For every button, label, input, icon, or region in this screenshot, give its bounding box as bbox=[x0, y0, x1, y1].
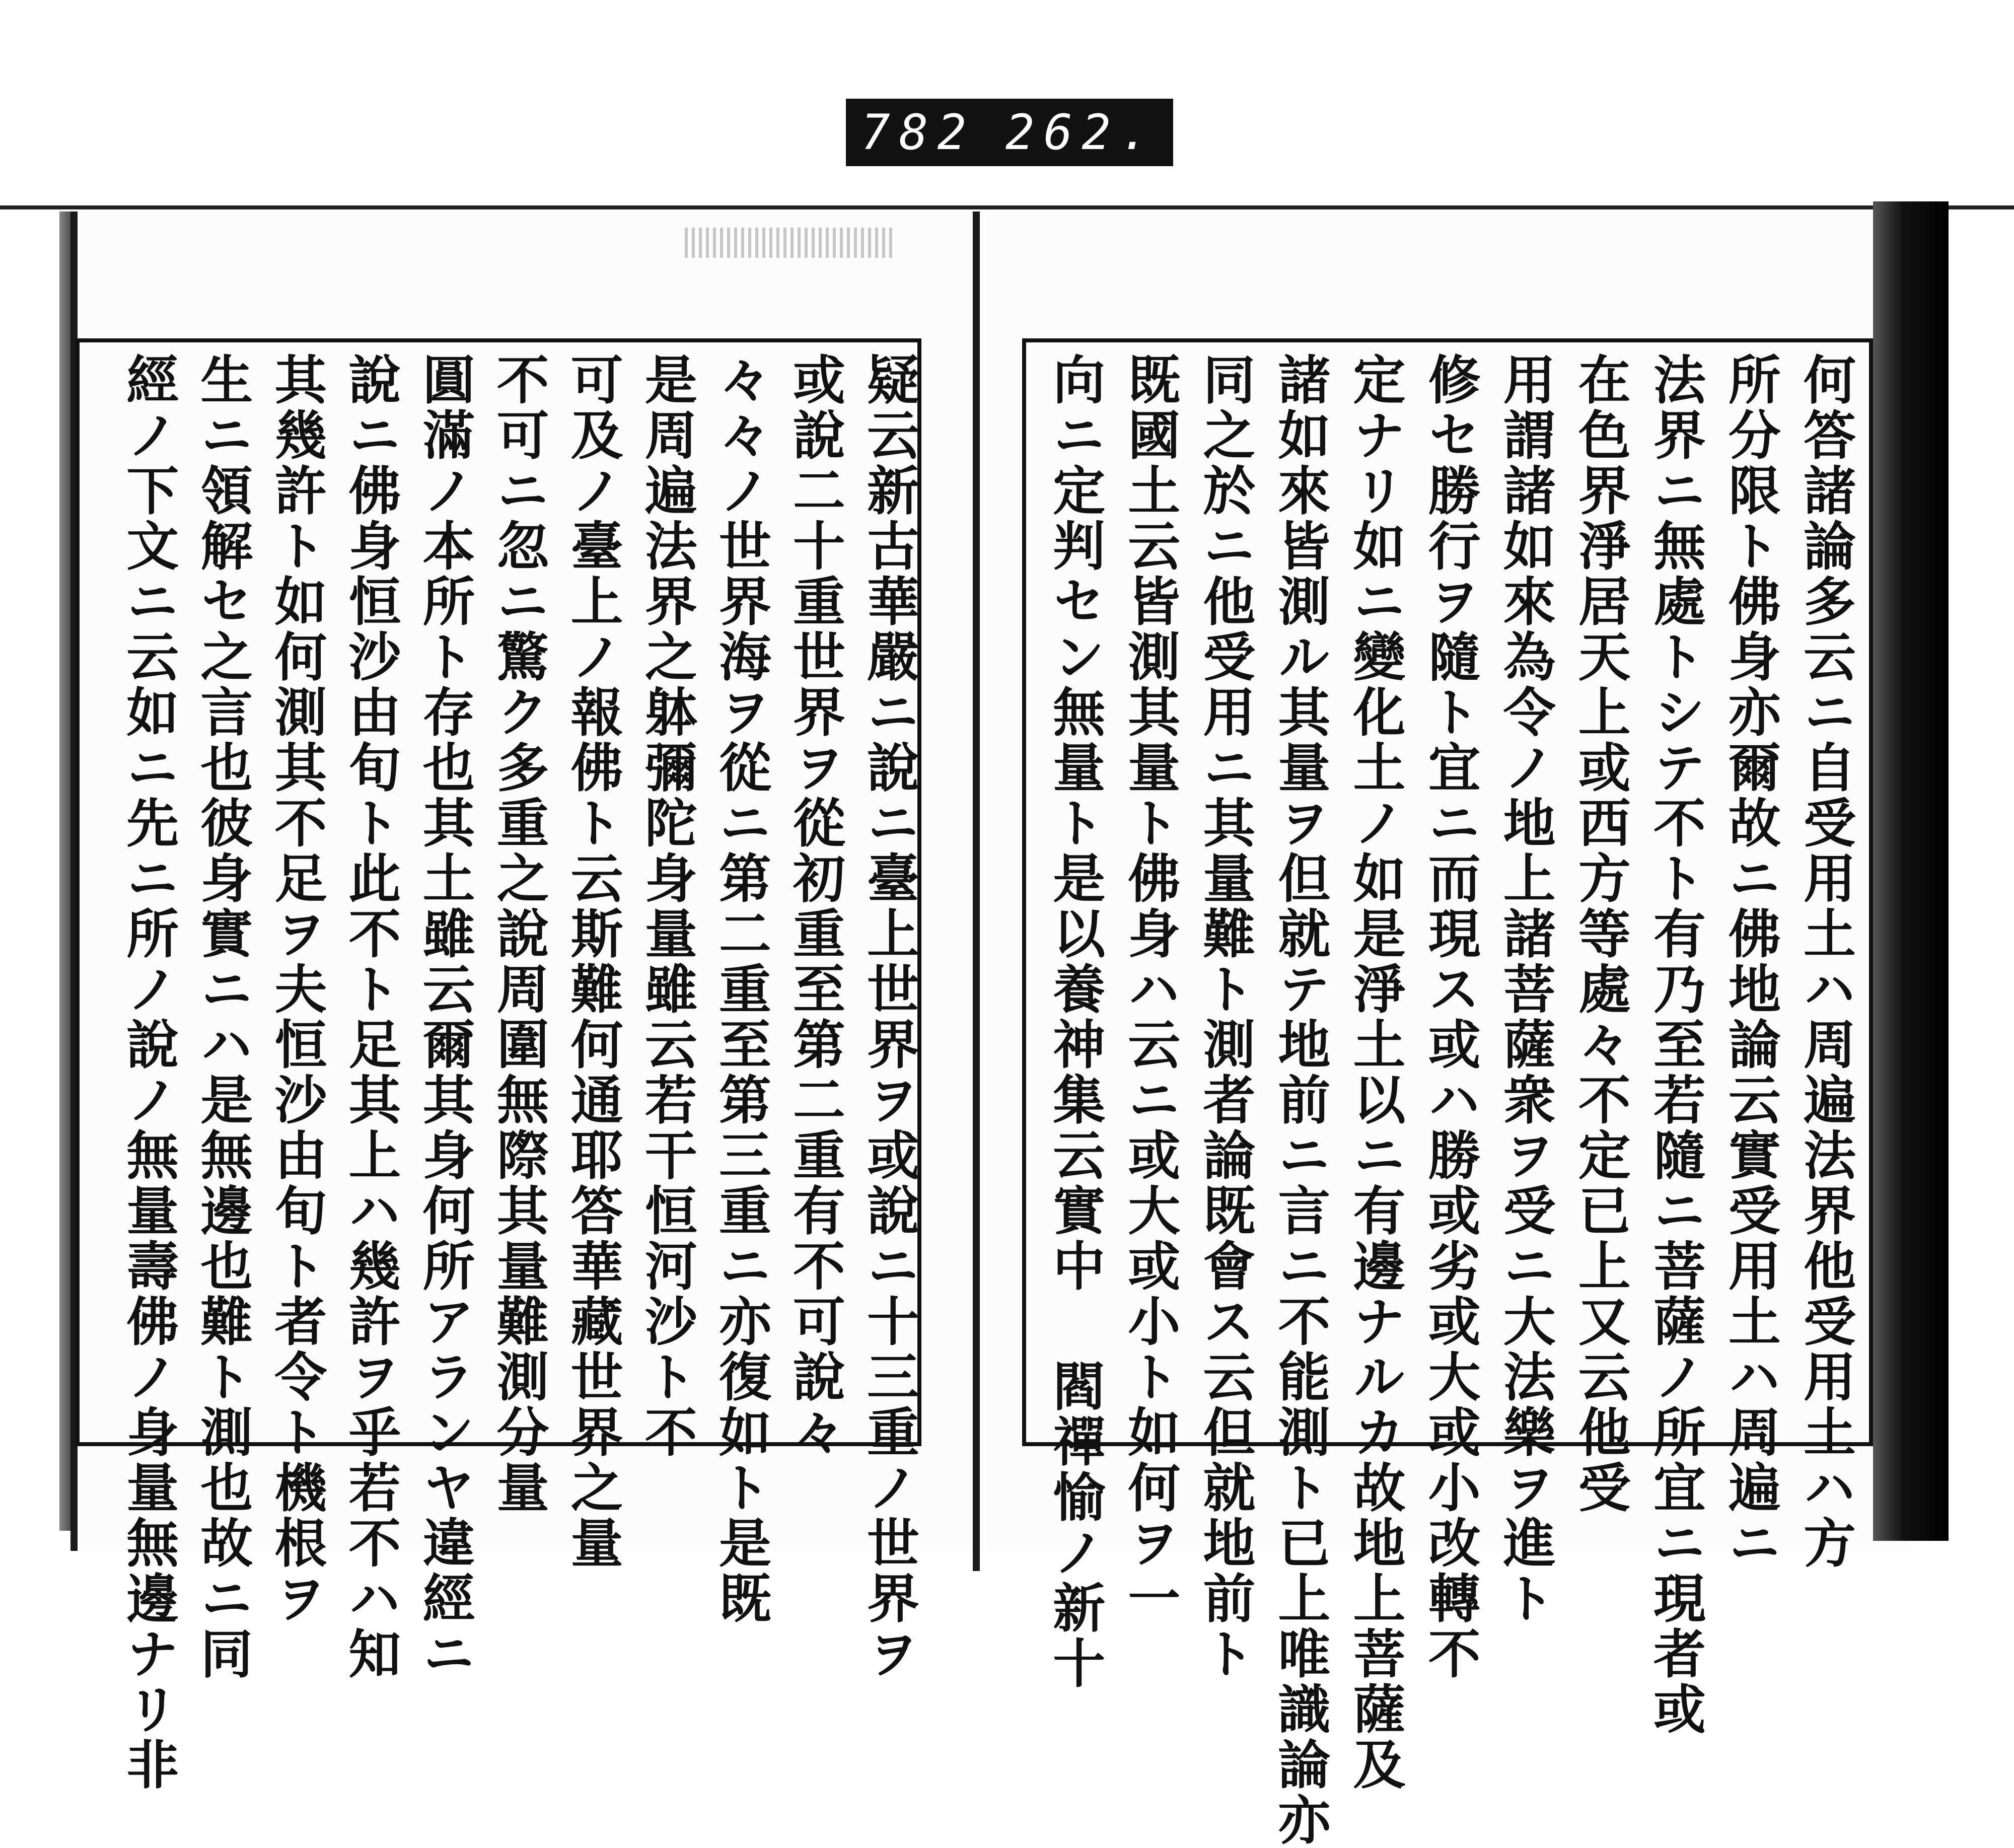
left-column-5: 可及ノ臺上ノ報佛ト云斯難何通耶答華藏世界之量 bbox=[561, 352, 624, 1571]
scan-label bbox=[846, 99, 1173, 166]
scan-label-left: 782 bbox=[861, 104, 976, 161]
left-column-3: 々々ノ世界海ヲ從ニ第二重至第三重ニ亦復如ト是既 bbox=[709, 352, 772, 1626]
right-page-text bbox=[1044, 352, 1856, 1848]
right-column-1: 何答諸論多云ニ自受用土ハ周遍法界他受用土ハ方 bbox=[1794, 352, 1856, 1571]
book-spine bbox=[973, 211, 980, 1571]
right-page-edge bbox=[1873, 201, 1949, 1541]
right-column-11: 向ニ定判セン無量ト是以養神集云實中 閻禪愉ノ新十 bbox=[1044, 352, 1106, 1691]
right-column-7: 定ナリ如ニ變化土ノ如是淨土以ニ有邊ナルカ故地上菩薩及 bbox=[1344, 352, 1406, 1793]
left-column-11: 經ノ下文ニ云如ニ先ニ所ノ說ノ無量壽佛ノ身量無邊ナリ非 bbox=[117, 352, 180, 1793]
left-page-text bbox=[117, 352, 920, 1793]
right-column-4: 在色界淨居天上或西方等處々不定已上又云他受 bbox=[1569, 352, 1631, 1516]
margin-smudge bbox=[685, 228, 896, 258]
right-column-9: 同之於ニ他受用ニ其量難ト測者論既會ス云但就地前ト bbox=[1194, 352, 1256, 1682]
left-column-4: 是周遍法界之躰彌陀身量雖云若干恒河沙ト不 bbox=[635, 352, 698, 1460]
right-column-10: 既國土云皆測其量ト佛身ハ云ニ或大或小ト如何ヲ一 bbox=[1119, 352, 1181, 1626]
right-column-2: 所分限ト佛身亦爾故ニ佛地論云實受用土ハ周遍ニ bbox=[1719, 352, 1781, 1571]
left-column-1: 疑云新古華嚴ニ說ニ臺上世界ヲ或說ニ十三重ノ世界ヲ bbox=[857, 352, 920, 1682]
scan-label-right: 262. bbox=[1005, 104, 1158, 161]
right-column-3: 法界ニ無處トシテ不ト有乃至若隨ニ菩薩ノ所宜ニ現者或 bbox=[1644, 352, 1706, 1737]
left-column-9: 其幾許ト如何測其不足ヲ夫恒沙由旬ト者令ト機根ヲ bbox=[265, 352, 328, 1626]
left-column-8: 說ニ佛身恒沙由旬ト此不ト足其上ハ幾許ヲ乎若不ハ知 bbox=[339, 352, 402, 1682]
right-column-5: 用謂諸如來為令ノ地上諸菩薩衆ヲ受ニ大法樂ヲ進ト bbox=[1494, 352, 1556, 1626]
left-column-2: 或說二十重世界ヲ從初重至第二重有不可說々 bbox=[783, 352, 846, 1460]
right-column-8: 諸如來皆測ル其量ヲ但就テ地前ニ言ニ不能測ト已上唯識論亦 bbox=[1269, 352, 1331, 1848]
right-column-6: 修セ勝行ヲ隨ト宜ニ而現ス或ハ勝或劣或大或小改轉不 bbox=[1419, 352, 1481, 1682]
left-column-10: 生ニ領解セ之言也彼身實ニハ是無邊也難ト測也故ニ同 bbox=[191, 352, 254, 1682]
left-column-7: 圓滿ノ本所ト存也其土雖云爾其身何所アランヤ違經ニ bbox=[413, 352, 476, 1682]
left-column-6: 不可ニ忽ニ驚ク多重之說周圍無際其量難測分量 bbox=[487, 352, 550, 1516]
scan-top-rule bbox=[0, 205, 2014, 209]
